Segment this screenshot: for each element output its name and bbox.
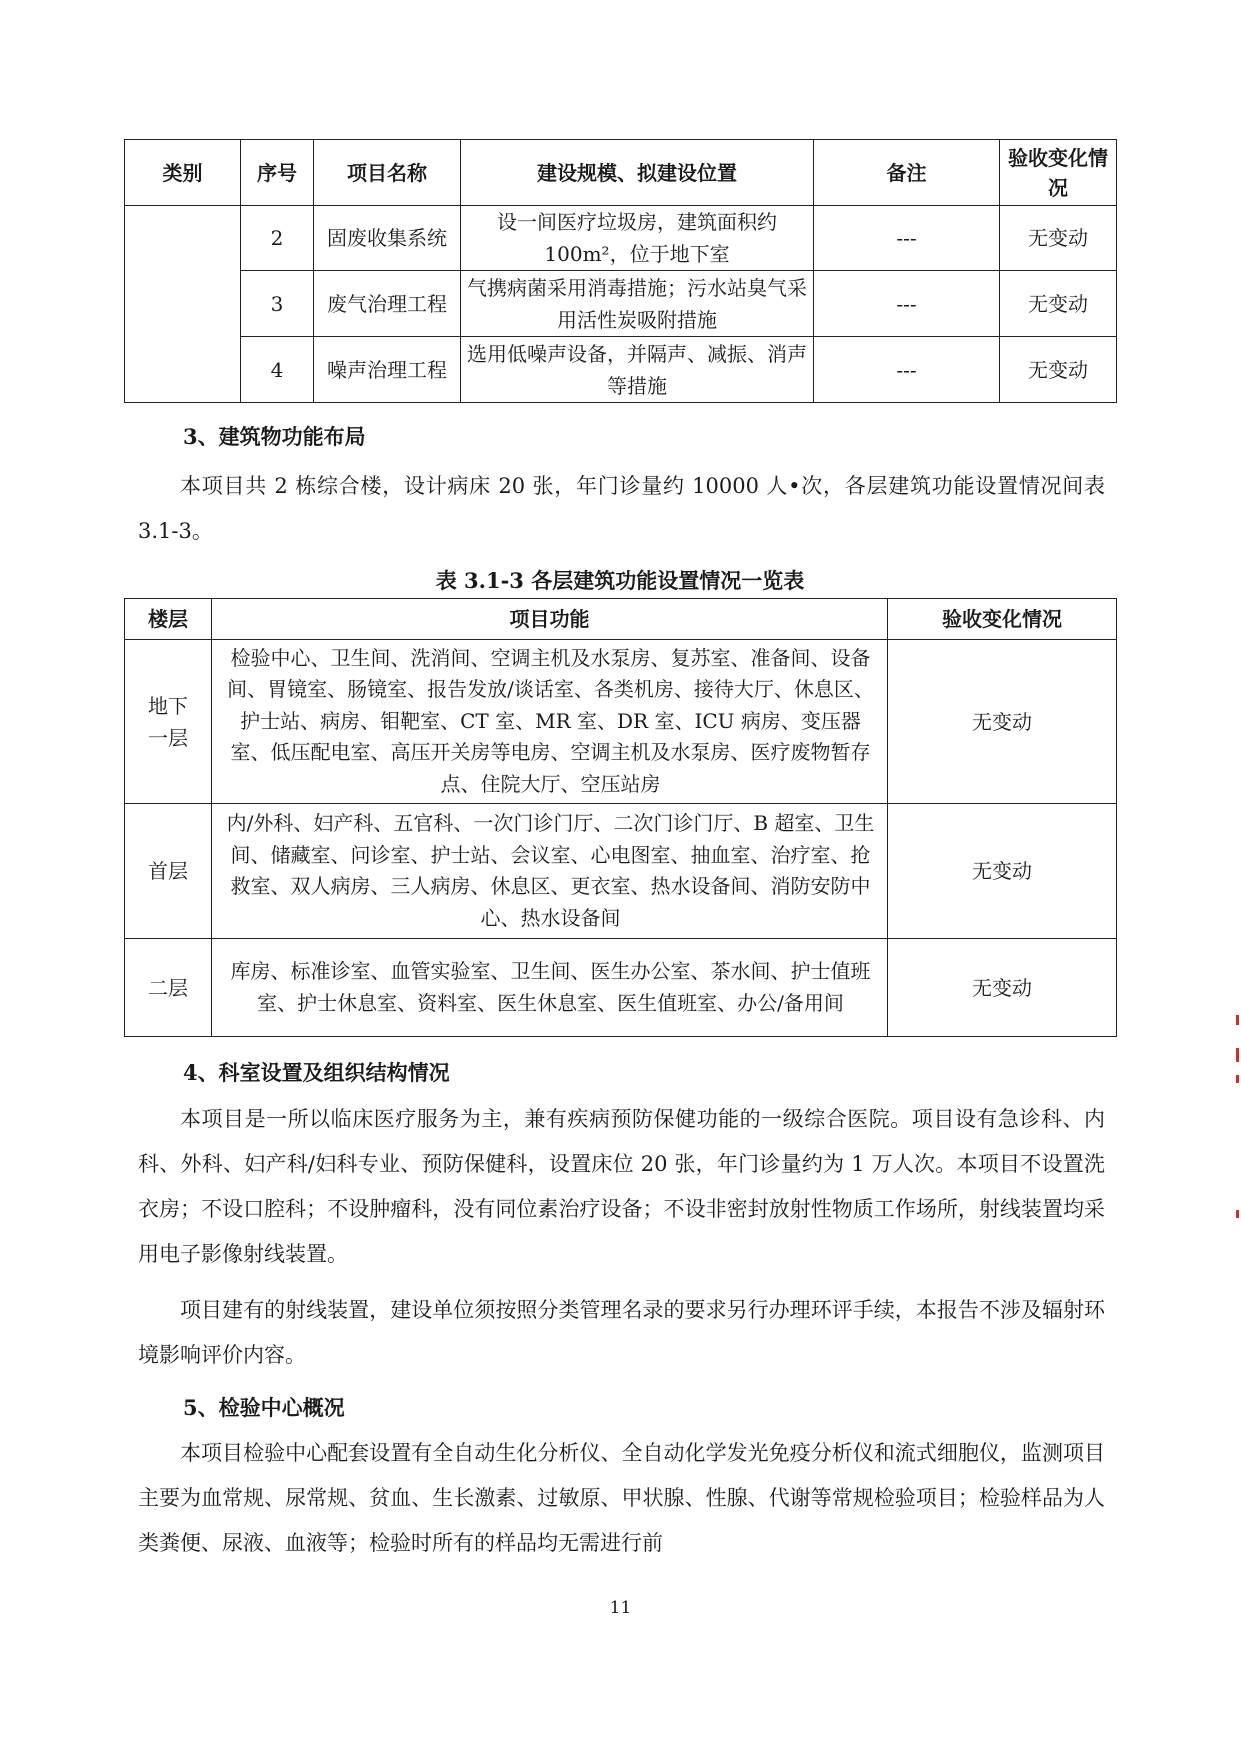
row-no: 2 (241, 206, 314, 271)
table-row (125, 640, 1117, 804)
edge-stamp-mark (1236, 1048, 1239, 1062)
row-scale: 选用低噪声设备，并隔声、减振、消声等措施 (461, 337, 814, 403)
change-cell: 无变动 (888, 640, 1117, 804)
header-function: 项目功能 (212, 599, 888, 640)
edge-stamp-mark (1236, 1075, 1239, 1083)
function-cell: 检验中心、卫生间、洗消间、空调主机及水泵房、复苏室、准备间、设备间、胃镜室、肠镜室、报告发放/谈话室、各类机房、接待大厅、休息区、护士站、病房、钼靶室、CT 室、MR 室、DR 室、ICU 病房、变压器室、低压配电室、高压开关房等电房、空调主机及水泵房、医疗废物暂存点、住院大厅、空压站房 (212, 640, 888, 804)
project-table (124, 139, 1117, 403)
section-paragraph-4b: 项目建有的射线装置，建设单位须按照分类管理名录的要求另行办理环评手续，本报告不涉及辐射环境影响评价内容。 (138, 1298, 1105, 1367)
row-name: 固废收集系统 (314, 206, 461, 271)
header-no: 序号 (241, 140, 314, 206)
header-project-name: 项目名称 (314, 140, 461, 206)
row-remark: --- (814, 337, 1000, 403)
section-heading-3: 3、建筑物功能布局 (183, 424, 366, 449)
table-caption: 表 3.1-3 各层建筑功能设置情况一览表 (435, 568, 805, 593)
header-category: 类别 (125, 140, 241, 206)
header-floor: 楼层 (125, 599, 212, 640)
row-no: 4 (241, 337, 314, 403)
change-cell: 无变动 (888, 804, 1117, 939)
row-scale: 气携病菌采用消毒措施；污水站臭气采用活性炭吸附措施 (461, 271, 814, 337)
table-row (125, 206, 1117, 271)
section-heading-4: 4、科室设置及组织结构情况 (183, 1060, 450, 1085)
table-row (125, 271, 1117, 337)
section-paragraph-4a: 本项目是一所以临床医疗服务为主，兼有疾病预防保健功能的一级综合医院。项目设有急诊科、内科、外科、妇产科/妇科专业、预防保健科，设置床位 20 张，年门诊量约为 1 万人次。本项目不设置洗衣房；不设口腔科；不设肿瘤科，没有同位素治疗设备；不设非密封放射性物质工作场所，射线装置均采用电子影像射线装置。 (138, 1107, 1105, 1266)
table-row (125, 939, 1117, 1037)
row-scale: 设一间医疗垃圾房，建筑面积约100m²，位于地下室 (461, 206, 814, 271)
header-remark: 备注 (814, 140, 1000, 206)
row-change: 无变动 (1000, 206, 1117, 271)
floor-function-table (124, 598, 1117, 1037)
function-cell: 库房、标准诊室、血管实验室、卫生间、医生办公室、茶水间、护士值班室、护士休息室、资料室、医生休息室、医生值班室、办公/备用间 (212, 939, 888, 1037)
change-cell: 无变动 (888, 939, 1117, 1037)
row-remark: --- (814, 206, 1000, 271)
table-header-row (125, 599, 1117, 640)
floor-cell: 地下一层 (125, 640, 212, 804)
floor-cell: 二层 (125, 939, 212, 1037)
category-cell (125, 206, 241, 403)
table-header-row (125, 140, 1117, 206)
section-paragraph-3: 本项目共 2 栋综合楼，设计病床 20 张，年门诊量约 10000 人•次，各层建筑功能设置情况间表 3.1-3。 (138, 474, 1105, 543)
section-heading-5: 5、检验中心概况 (183, 1395, 345, 1420)
section-paragraph-5: 本项目检验中心配套设置有全自动生化分析仪、全自动化学发光免疫分析仪和流式细胞仪，监测项目主要为血常规、尿常规、贫血、生长激素、过敏原、甲状腺、性腺、代谢等常规检验项目；检验样品为人类粪便、尿液、血液等；检验时所有的样品均无需进行前 (138, 1441, 1105, 1555)
row-remark: --- (814, 271, 1000, 337)
function-cell: 内/外科、妇产科、五官科、一次门诊门厅、二次门诊门厅、B 超室、卫生间、储藏室、问诊室、护士站、会议室、心电图室、抽血室、治疗室、抢救室、双人病房、三人病房、休息区、更衣室、热水设备间、消防安防中心、热水设备间 (212, 804, 888, 939)
header-change: 验收变化情况 (888, 599, 1117, 640)
edge-stamp-mark (1236, 1015, 1239, 1025)
table-row (125, 804, 1117, 939)
page-number: 11 (609, 1598, 632, 1618)
row-name: 废气治理工程 (314, 271, 461, 337)
row-change: 无变动 (1000, 337, 1117, 403)
table-row (125, 337, 1117, 403)
row-name: 噪声治理工程 (314, 337, 461, 403)
row-change: 无变动 (1000, 271, 1117, 337)
edge-stamp-mark (1236, 1210, 1239, 1218)
header-change: 验收变化情况 (1000, 140, 1117, 206)
header-scale: 建设规模、拟建设位置 (461, 140, 814, 206)
floor-cell: 首层 (125, 804, 212, 939)
row-no: 3 (241, 271, 314, 337)
